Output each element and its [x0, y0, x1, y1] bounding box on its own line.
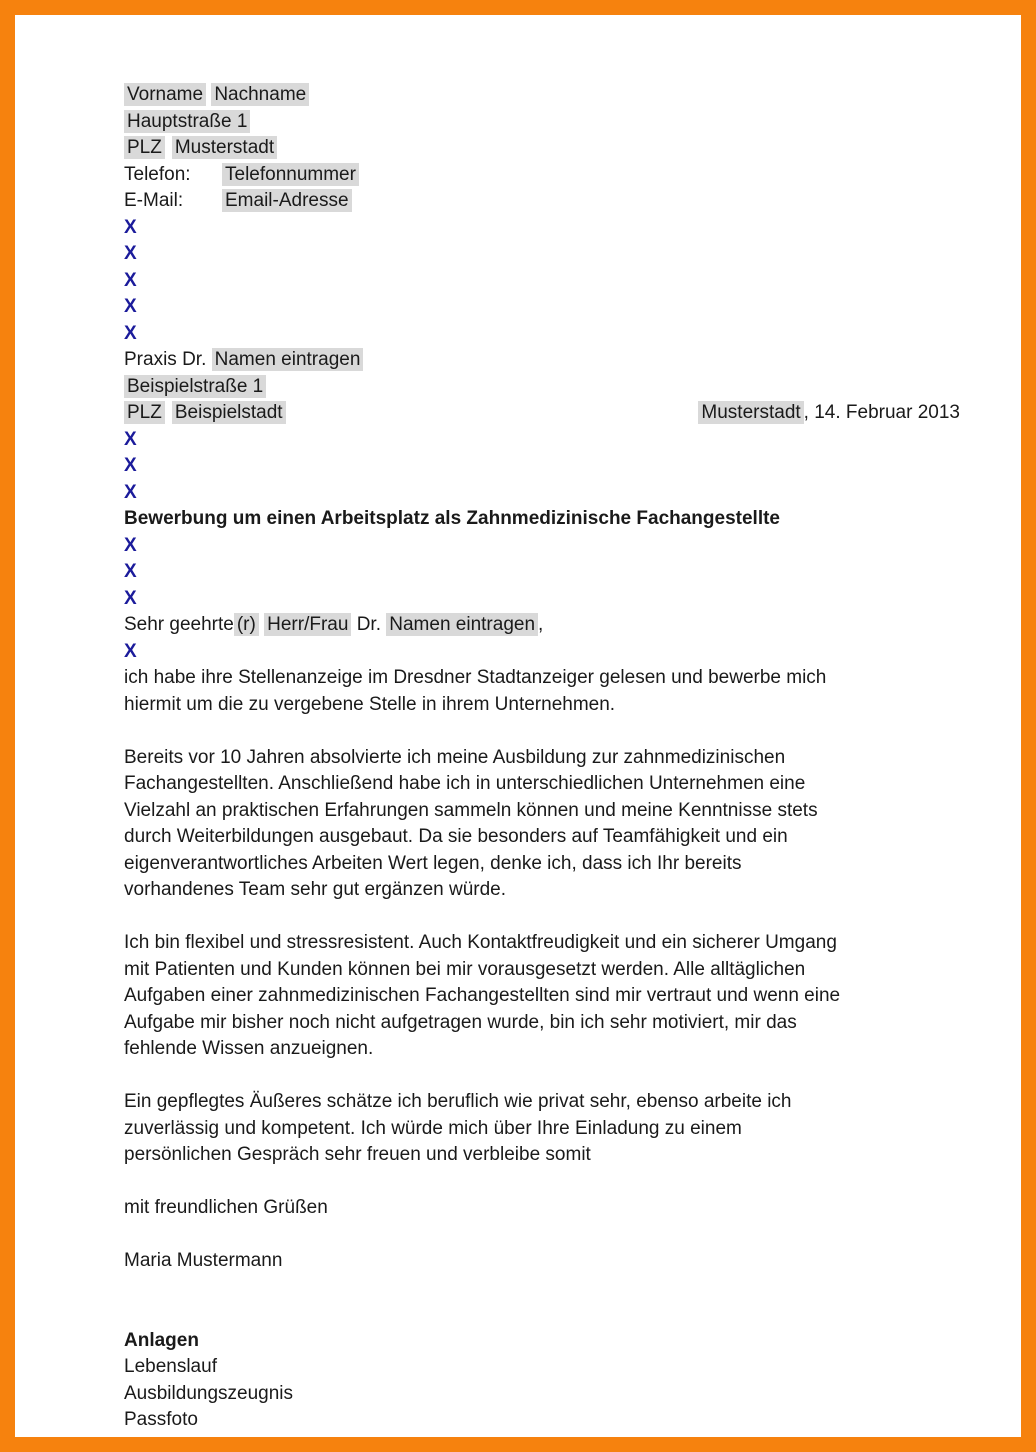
placeholder-street: Hauptstraße 1 [124, 110, 250, 133]
x-placeholder-mark: X [124, 322, 137, 344]
recipient-address-block [124, 347, 960, 427]
attachments-heading: Anlagen [124, 1329, 199, 1351]
signature-spacer [124, 1301, 960, 1328]
x-placeholder-line [124, 215, 960, 242]
signature-name: Maria Mustermann [124, 1250, 283, 1271]
x-placeholder-mark: X [124, 243, 137, 264]
x-placeholder-block-1 [124, 215, 960, 348]
sender-name-line [124, 82, 960, 109]
text-line: hiermit um die zu vergebene Stelle in ihrem Unternehmen. [124, 693, 616, 715]
x-placeholder-mark: X [124, 481, 137, 503]
paragraph-spacer [124, 1063, 960, 1090]
x-placeholder-mark: X [124, 428, 137, 450]
praxis-prefix: Praxis Dr. [124, 349, 207, 370]
placeholder-last-name: Nachname [211, 83, 309, 106]
placeholder-email: Email-Adresse [222, 189, 352, 212]
x-placeholder-line [124, 586, 960, 613]
text-line: persönlichen Gespräch sehr freuen und verbleibe somit [124, 1144, 591, 1165]
signature-spacer [124, 1275, 960, 1302]
x-placeholder-line [124, 639, 960, 666]
greeting-title: Dr. [356, 614, 381, 635]
attachments-list [124, 1354, 960, 1434]
text-line: Bereits vor 10 Jahren absolvierte ich meine Ausbildung zur zahnmedizinischen [124, 746, 786, 768]
placeholder-praxis-name: Namen eintragen [212, 348, 364, 371]
x-placeholder-mark: X [124, 269, 137, 291]
x-placeholder-mark: X [124, 640, 137, 662]
text-line: Aufgaben einer zahnmedizinischen Fachangestellten sind mir vertraut und wenn eine [124, 985, 841, 1006]
letter-content [15, 15, 1020, 1452]
text-line: zuverlässig und kompetent. Ich würde mich über Ihre Einladung zu einem [124, 1117, 742, 1139]
text-line: Vielzahl an praktischen Erfahrungen sammeln können und meine Kenntnisse stets [124, 799, 818, 821]
placeholder-first-name: Vorname [124, 83, 206, 106]
sender-street-line [124, 109, 960, 136]
date-line [698, 400, 960, 427]
sender-address-block [124, 82, 960, 215]
email-label: E-Mail: [124, 190, 184, 211]
date-text: , 14. Februar 2013 [803, 402, 960, 423]
text-line: Ich bin flexibel und stressresistent. Auch Kontaktfreudigkeit und ein sicherer Umgang [124, 932, 837, 953]
text-line: Aufgabe mir bisher noch nicht aufgetragen wurde, bin ich sehr motiviert, mir das [124, 1011, 797, 1033]
placeholder-plz: PLZ [124, 136, 165, 159]
placeholder-recipient-street: Beispielstraße 1 [124, 375, 266, 398]
x-placeholder-line [124, 427, 960, 454]
greeting-prefix: Sehr geehrte [124, 614, 234, 635]
x-placeholder-mark: X [124, 296, 137, 317]
placeholder-greeting-name: Namen eintragen [386, 613, 538, 636]
placeholder-city: Musterstadt [172, 136, 277, 159]
placeholder-recipient-city: Beispielstadt [172, 401, 286, 424]
closing-spacer [124, 1222, 960, 1249]
x-placeholder-mark: X [124, 216, 137, 238]
recipient-praxis-line [124, 347, 960, 374]
text-line: vorhandenes Team sehr gut ergänzen würde. [124, 879, 507, 900]
text-line: Passfoto [124, 1409, 198, 1430]
x-placeholder-mark: X [124, 587, 137, 609]
subject-line: Bewerbung um einen Arbeitsplatz als Zahnmedizinische Fachangestellte [124, 508, 781, 529]
placeholder-salutation: Herr/Frau [264, 613, 351, 636]
text-line: eigenverantwortliches Arbeiten Wert legen, denke ich, dass ich Ihr bereits [124, 852, 742, 874]
paragraph-spacer [124, 1169, 960, 1196]
placeholder-date-city: Musterstadt [698, 401, 803, 424]
greeting-line [124, 612, 960, 639]
sender-city-line [124, 135, 960, 162]
sender-email-line [124, 188, 960, 215]
paragraph-spacer [124, 718, 960, 745]
greeting-comma: , [538, 614, 544, 635]
text-line: durch Weiterbildungen ausgebaut. Da sie besonders auf Teamfähigkeit und ein [124, 826, 788, 847]
x-placeholder-line [124, 480, 960, 507]
placeholder-phone: Telefonnummer [222, 163, 359, 186]
x-placeholder-line [124, 453, 960, 480]
paragraph-spacer [124, 904, 960, 931]
recipient-city-part [124, 400, 286, 427]
x-placeholder-block-3 [124, 533, 960, 613]
text-line: Lebenslauf [124, 1356, 217, 1377]
paragraph-3 [124, 930, 960, 1063]
x-placeholder-mark: X [124, 455, 137, 476]
paragraph-4 [124, 1089, 960, 1169]
x-placeholder-line [124, 241, 960, 268]
text-line: Ein gepflegtes Äußeres schätze ich beruflich wie privat sehr, ebenso arbeite ich [124, 1091, 792, 1112]
placeholder-gender-suffix: (r) [234, 613, 259, 636]
closing-line: mit freundlichen Grüßen [124, 1197, 328, 1218]
recipient-street-line [124, 374, 960, 401]
x-placeholder-block-2 [124, 427, 960, 507]
paragraph-2 [124, 745, 960, 904]
text-line: ich habe ihre Stellenanzeige im Dresdner Stadtanzeiger gelesen und bewerbe mich [124, 667, 827, 688]
x-placeholder-mark: X [124, 561, 137, 582]
x-placeholder-line [124, 321, 960, 348]
text-line: mit Patienten und Kunden können bei mir vorausgesetzt werden. Alle alltäglichen [124, 958, 806, 980]
x-placeholder-line [124, 294, 960, 321]
recipient-city-date-line [124, 400, 960, 427]
text-line: Ausbildungszeugnis [124, 1382, 294, 1404]
text-line: Fachangestellten. Anschließend habe ich in unterschiedlichen Unternehmen eine [124, 773, 806, 794]
x-placeholder-block-4 [124, 639, 960, 666]
placeholder-recipient-plz: PLZ [124, 401, 165, 424]
x-placeholder-line [124, 268, 960, 295]
paragraph-1 [124, 665, 960, 718]
x-placeholder-line [124, 533, 960, 560]
sender-phone-line [124, 162, 960, 189]
phone-label: Telefon: [124, 163, 191, 185]
x-placeholder-line [124, 559, 960, 586]
text-line: fehlende Wissen anzueignen. [124, 1038, 374, 1059]
x-placeholder-mark: X [124, 534, 137, 556]
